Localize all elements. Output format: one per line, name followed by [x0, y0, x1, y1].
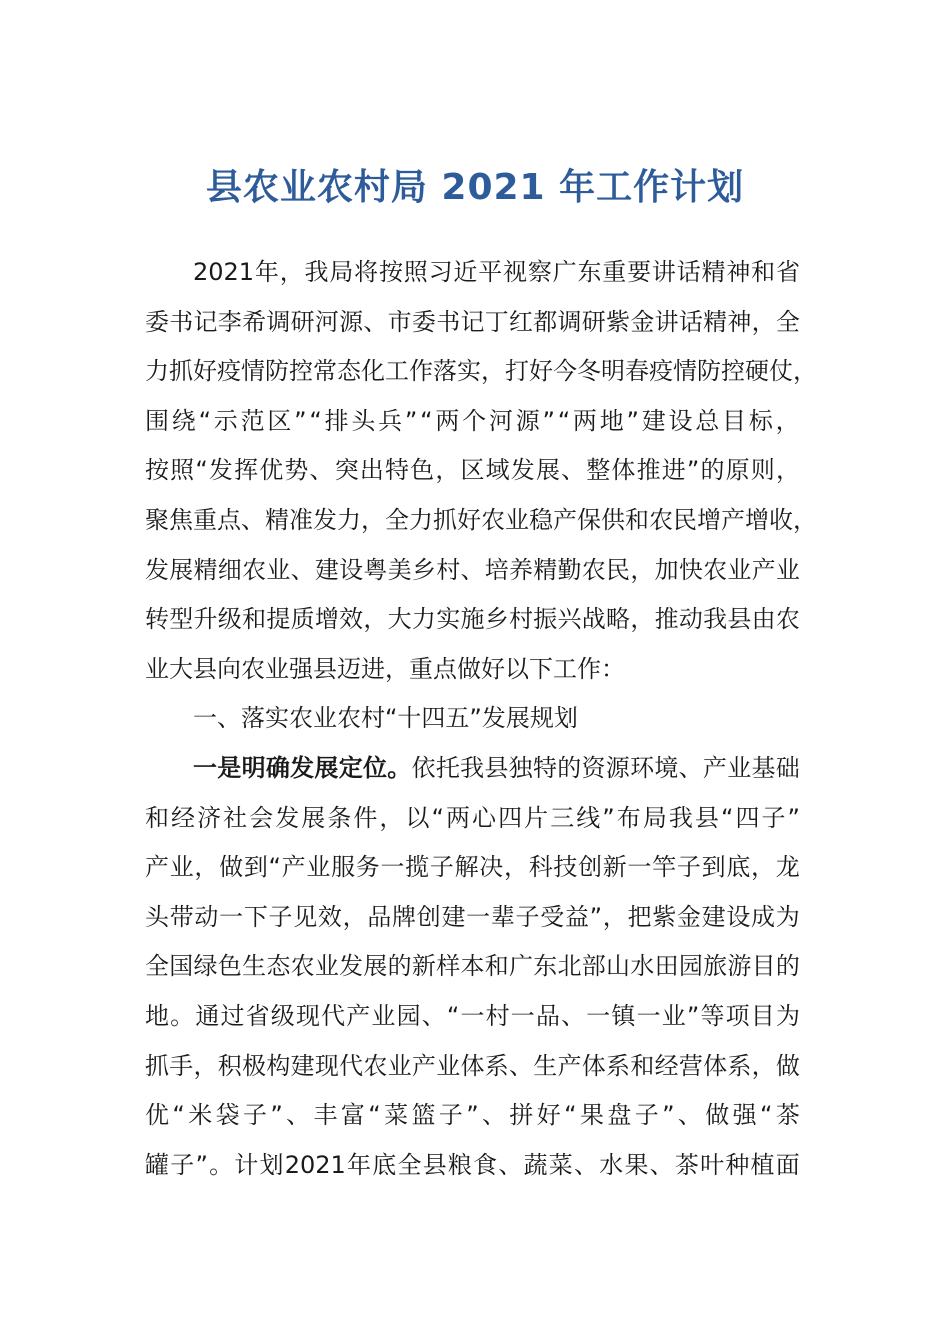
text-line: 头 带 动 一 下 子 见 效 ， 品 牌 创 建 一 辈 子 受 益 ” ， 把 紫 金 建 设 成 为 [145, 902, 800, 931]
text-line: 地 。 通 过 省 级 现 代 产 业 园 、 “ 一 村 一 品 、 一 镇 一 业 ” 等 项 目 为 [145, 1001, 800, 1030]
text-line: 围 绕 “ 示 范 区 ” “ 排 头 兵 ” “ 两 个 河 源 ” “ 两 地 ” 建 设 总 目 标 ， [145, 406, 800, 435]
text-line [145, 645, 800, 695]
text-line: 发 展 精 细 农 业 、 建 设 粤 美 乡 村 、 培 养 精 勤 农 民 ， 加 快 农 业 产 业 [145, 555, 800, 584]
text-line: 聚 焦 重 点 、 精 准 发 力 ， 全 力 抓 好 农 业 稳 产 保 供 和 农 民 增 产 增 收 ， [145, 505, 817, 534]
text-line: 全 国 绿 色 生 态 农 业 发 展 的 新 样 本 和 广 东 北 部 山 水 田 园 旅 游 目 的 [145, 952, 800, 981]
text-line: 优 “ 米 袋 子 ” 、 丰 富 “ 菜 篮 子 ” 、 拼 好 “ 果 盘 子 ” 、 做 强 “ 茶 [145, 1101, 800, 1130]
text-line [145, 694, 800, 744]
document-title: 县农业农村局 2021 年工作计划 [205, 167, 745, 208]
text-line: 委 书 记 李 希 调 研 河 源 、 市 委 书 记 丁 红 都 调 研 紫 金 讲 话 精 神 ， 全 [145, 307, 800, 336]
text-line: 力 抓 好 疫 情 防 控 常 态 化 工 作 落 实 ， 打 好 今 冬 明 春 疫 情 防 控 硬 仗 ， [145, 357, 817, 386]
text-line: 抓 手 ， 积 极 构 建 现 代 农 业 产 业 体 系 、 生 产 体 系 和 经 营 体 系 ， 做 [145, 1051, 800, 1080]
text-line: 按 照 “ 发 挥 优 势 、 突 出 特 色 ， 区 域 发 展 、 整 体 推 进 ” 的 原 则 ， [145, 456, 800, 485]
text-line: 2021 年 ， 我 局 将 按 照 习 近 平 视 察 广 东 重 要 讲 话 精 神 和 省 [193, 258, 800, 286]
line-text: 业大县向农业强县迈进，重点做好以下工作： [145, 654, 625, 683]
text-line: 和 经 济 社 会 发 展 条 件 ， 以 “ 两 心 四 片 三 线 ” 布 局 我 县 “ 四 子 ” [145, 803, 800, 832]
text-line: 罐 子 ” 。 计 划 2021 年 底 全 县 粮 食 、 蔬 菜 、 水 果 、 茶 叶 种 植 面 [145, 1150, 800, 1179]
text-line: 产 业 ， 做 到 “ 产 业 服 务 一 揽 子 解 决 ， 科 技 创 新 一 竿 子 到 底 ， 龙 [145, 853, 800, 882]
text-line: 一 是 明 确 发 展 定 位 。 依 托 我 县 独 特 的 资 源 环 境 、 产 业 基 础 [193, 753, 800, 782]
line-text: 一、落实农业农村“十四五”发展规划 [193, 704, 578, 733]
text-line: 转 型 升 级 和 提 质 增 效 ， 大 力 实 施 乡 村 振 兴 战 略 ， 推 动 我 县 由 农 [145, 605, 800, 634]
document-body [145, 248, 817, 1190]
